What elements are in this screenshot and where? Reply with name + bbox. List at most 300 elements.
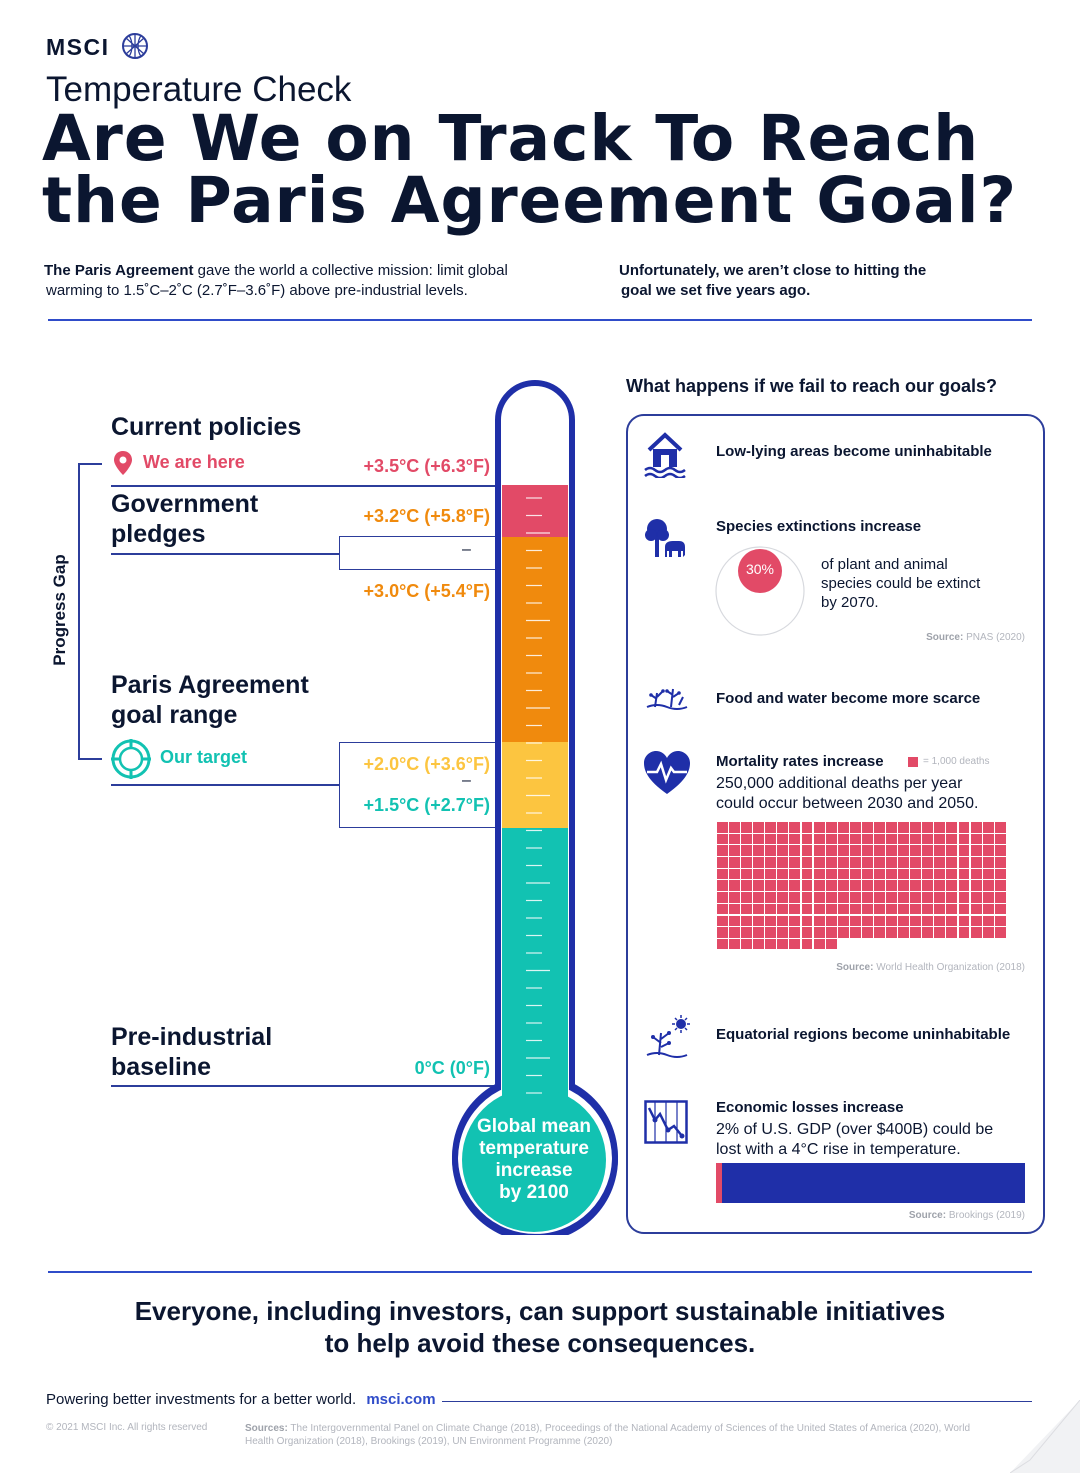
baseline-line bbox=[111, 1085, 501, 1087]
death-square bbox=[729, 892, 740, 903]
death-square bbox=[777, 822, 788, 833]
death-square bbox=[971, 904, 982, 915]
death-square bbox=[910, 857, 921, 868]
globe-icon bbox=[121, 32, 149, 60]
death-square bbox=[802, 834, 813, 845]
progress-gap-label: Progress Gap bbox=[50, 554, 69, 666]
death-square bbox=[838, 880, 849, 891]
death-square bbox=[789, 892, 800, 903]
source-text: Brookings (2019) bbox=[946, 1210, 1025, 1221]
death-square bbox=[765, 939, 776, 950]
our-target-label: Our target bbox=[160, 747, 248, 767]
death-square bbox=[910, 880, 921, 891]
death-square bbox=[995, 927, 1006, 938]
death-square bbox=[983, 904, 994, 915]
mortality-grid bbox=[717, 822, 1006, 949]
mortality-text bbox=[716, 774, 978, 814]
death-square bbox=[765, 880, 776, 891]
death-square bbox=[862, 927, 873, 938]
death-square bbox=[995, 834, 1006, 845]
death-square bbox=[995, 904, 1006, 915]
death-square bbox=[934, 904, 945, 915]
death-square bbox=[886, 822, 897, 833]
death-square bbox=[934, 857, 945, 868]
death-square bbox=[922, 822, 933, 833]
death-square bbox=[741, 857, 752, 868]
bulb-label bbox=[462, 1116, 606, 1204]
econ-line-1: 2% of U.S. GDP (over $400B) could be bbox=[716, 1121, 994, 1138]
death-square bbox=[971, 857, 982, 868]
death-square bbox=[862, 869, 873, 880]
death-square bbox=[729, 869, 740, 880]
death-square bbox=[959, 869, 970, 880]
bulb-line-4: by 2100 bbox=[499, 1182, 569, 1203]
death-square bbox=[862, 892, 873, 903]
death-square bbox=[898, 904, 909, 915]
death-square bbox=[741, 916, 752, 927]
death-square bbox=[922, 892, 933, 903]
current-policies-heading: Current policies bbox=[111, 413, 302, 441]
death-square bbox=[874, 916, 885, 927]
death-square bbox=[802, 880, 813, 891]
target-icon bbox=[110, 738, 152, 780]
gov-line-2: pledges bbox=[111, 520, 206, 548]
death-square bbox=[995, 845, 1006, 856]
death-square bbox=[729, 916, 740, 927]
death-square bbox=[874, 927, 885, 938]
intro-right-line-1: Unfortunately, we aren’t close to hitting the bbox=[619, 262, 927, 279]
sources-label: Sources: bbox=[245, 1423, 288, 1434]
death-square bbox=[814, 927, 825, 938]
death-square bbox=[922, 880, 933, 891]
item-label-5: Equatorial regions become uninhabitable bbox=[716, 1026, 1011, 1043]
death-square bbox=[946, 845, 957, 856]
bracket-bottom bbox=[78, 758, 102, 760]
footer-divider bbox=[48, 1271, 1032, 1273]
death-square bbox=[898, 857, 909, 868]
death-square bbox=[789, 869, 800, 880]
death-square bbox=[886, 904, 897, 915]
death-square bbox=[862, 880, 873, 891]
death-square bbox=[826, 857, 837, 868]
death-square bbox=[729, 822, 740, 833]
death-square bbox=[922, 904, 933, 915]
death-square bbox=[898, 869, 909, 880]
sun-plant-icon bbox=[643, 1015, 691, 1061]
death-square bbox=[729, 880, 740, 891]
death-square bbox=[838, 904, 849, 915]
death-square bbox=[717, 880, 728, 891]
death-square bbox=[898, 916, 909, 927]
death-square bbox=[789, 845, 800, 856]
death-square bbox=[862, 845, 873, 856]
death-square bbox=[765, 834, 776, 845]
death-square bbox=[934, 880, 945, 891]
death-square bbox=[789, 834, 800, 845]
death-square bbox=[922, 845, 933, 856]
page-subtitle: Temperature Check bbox=[46, 70, 352, 109]
death-square bbox=[777, 880, 788, 891]
death-square bbox=[753, 927, 764, 938]
death-square bbox=[729, 904, 740, 915]
death-square bbox=[729, 845, 740, 856]
death-square bbox=[862, 916, 873, 927]
bracket-top bbox=[78, 463, 102, 465]
death-square bbox=[789, 880, 800, 891]
death-square bbox=[838, 857, 849, 868]
death-square bbox=[886, 880, 897, 891]
death-square bbox=[862, 857, 873, 868]
death-square bbox=[946, 904, 957, 915]
death-square bbox=[983, 845, 994, 856]
death-square bbox=[983, 822, 994, 833]
death-square bbox=[765, 892, 776, 903]
source-text: World Health Organization (2018) bbox=[873, 962, 1025, 973]
consequences-heading: What happens if we fail to reach our goals? bbox=[626, 376, 998, 396]
death-square bbox=[874, 845, 885, 856]
death-square bbox=[753, 822, 764, 833]
death-square bbox=[789, 939, 800, 950]
death-square bbox=[922, 869, 933, 880]
death-square bbox=[717, 904, 728, 915]
death-square bbox=[922, 857, 933, 868]
death-square bbox=[886, 869, 897, 880]
death-square bbox=[826, 834, 837, 845]
death-square bbox=[862, 834, 873, 845]
death-square bbox=[934, 916, 945, 927]
death-square bbox=[874, 892, 885, 903]
item-label-6: Economic losses increase bbox=[716, 1099, 904, 1116]
gov-high-temp: +3.2°C (+5.8°F) bbox=[363, 506, 490, 526]
cta-line-2: to help avoid these consequences. bbox=[324, 1328, 756, 1358]
paris-heading bbox=[111, 670, 309, 730]
segment-yellow bbox=[502, 742, 568, 828]
death-square bbox=[910, 869, 921, 880]
death-square bbox=[922, 916, 933, 927]
death-square bbox=[814, 845, 825, 856]
tagline-rule bbox=[442, 1401, 1032, 1402]
death-square bbox=[946, 869, 957, 880]
paris-high-temp: +2.0°C (+3.6°F) bbox=[363, 754, 490, 774]
death-square bbox=[802, 927, 813, 938]
death-square bbox=[934, 822, 945, 833]
death-square bbox=[826, 869, 837, 880]
death-square bbox=[971, 916, 982, 927]
death-square bbox=[765, 845, 776, 856]
death-square bbox=[886, 857, 897, 868]
death-square bbox=[959, 927, 970, 938]
extinction-line-3: by 2070. bbox=[821, 594, 879, 611]
death-square bbox=[946, 927, 957, 938]
death-square bbox=[717, 892, 728, 903]
death-square bbox=[886, 916, 897, 927]
copyright: © 2021 MSCI Inc. All rights reserved bbox=[46, 1422, 208, 1433]
death-square bbox=[862, 904, 873, 915]
paris-line bbox=[111, 784, 339, 786]
paris-line-1: Paris Agreement bbox=[111, 671, 309, 699]
title-line-2: the Paris Agreement Goal? bbox=[42, 164, 1018, 237]
intro-left bbox=[44, 261, 584, 301]
death-square bbox=[814, 939, 825, 950]
bulb-line-2: temperature bbox=[479, 1138, 589, 1159]
death-square bbox=[717, 822, 728, 833]
death-square bbox=[946, 880, 957, 891]
death-square bbox=[971, 834, 982, 845]
source-text: PNAS (2020) bbox=[963, 632, 1025, 643]
death-square bbox=[777, 857, 788, 868]
death-square bbox=[777, 927, 788, 938]
item-label-4: Mortality rates increase bbox=[716, 753, 884, 770]
death-square bbox=[826, 904, 837, 915]
death-square bbox=[777, 939, 788, 950]
death-square bbox=[959, 904, 970, 915]
death-square bbox=[717, 939, 728, 950]
death-square bbox=[765, 869, 776, 880]
legend-text: = 1,000 deaths bbox=[923, 756, 990, 767]
bulb-line-3: increase bbox=[495, 1160, 573, 1181]
death-square bbox=[741, 869, 752, 880]
death-square bbox=[971, 869, 982, 880]
death-square bbox=[753, 904, 764, 915]
paris-line-2: goal range bbox=[111, 701, 238, 729]
extinction-line-1: of plant and animal bbox=[821, 556, 948, 573]
source-pnas bbox=[840, 632, 1025, 643]
death-square bbox=[971, 892, 982, 903]
extinction-line-2: species could be extinct bbox=[821, 575, 981, 592]
death-square bbox=[717, 845, 728, 856]
gdp-bar bbox=[716, 1163, 1025, 1203]
death-square bbox=[922, 834, 933, 845]
call-to-action bbox=[40, 1295, 1040, 1359]
death-square bbox=[777, 904, 788, 915]
death-square bbox=[838, 892, 849, 903]
gov-line bbox=[111, 553, 339, 555]
econ-text bbox=[716, 1120, 993, 1160]
gdp-loss-fill bbox=[716, 1163, 722, 1203]
death-square bbox=[910, 845, 921, 856]
death-square bbox=[814, 916, 825, 927]
death-square bbox=[850, 904, 861, 915]
death-square bbox=[789, 857, 800, 868]
death-square bbox=[971, 845, 982, 856]
death-square bbox=[959, 916, 970, 927]
death-square bbox=[777, 892, 788, 903]
death-square bbox=[886, 834, 897, 845]
death-square bbox=[838, 916, 849, 927]
death-square bbox=[983, 892, 994, 903]
death-square bbox=[741, 892, 752, 903]
death-square bbox=[802, 904, 813, 915]
death-square bbox=[850, 845, 861, 856]
extinction-donut bbox=[714, 545, 806, 637]
death-square bbox=[995, 822, 1006, 833]
death-square bbox=[946, 916, 957, 927]
brand-logo bbox=[46, 32, 149, 61]
paris-dash: – bbox=[462, 772, 471, 789]
page-title bbox=[42, 102, 1042, 237]
death-square bbox=[838, 927, 849, 938]
death-square bbox=[814, 880, 825, 891]
death-square bbox=[910, 834, 921, 845]
death-square bbox=[898, 927, 909, 938]
death-square bbox=[789, 927, 800, 938]
death-square bbox=[753, 869, 764, 880]
mortality-line-2: could occur between 2030 and 2050. bbox=[716, 795, 979, 812]
dry-plant-icon bbox=[643, 683, 691, 713]
title-line-1: Are We on Track To Reach bbox=[42, 102, 980, 175]
gov-low-temp: +3.0°C (+5.4°F) bbox=[363, 581, 490, 601]
death-square bbox=[826, 892, 837, 903]
death-square bbox=[874, 869, 885, 880]
death-square bbox=[765, 904, 776, 915]
death-square bbox=[874, 857, 885, 868]
econ-line-2: lost with a 4°C rise in temperature. bbox=[716, 1141, 961, 1158]
death-square bbox=[814, 834, 825, 845]
death-square bbox=[838, 869, 849, 880]
legend-square bbox=[908, 757, 918, 767]
extinction-pct: 30% bbox=[745, 561, 775, 577]
death-square bbox=[717, 834, 728, 845]
death-square bbox=[983, 869, 994, 880]
segment-red bbox=[502, 485, 568, 537]
death-square bbox=[946, 857, 957, 868]
death-square bbox=[802, 939, 813, 950]
death-square bbox=[826, 916, 837, 927]
death-square bbox=[850, 834, 861, 845]
death-square bbox=[802, 845, 813, 856]
death-square bbox=[850, 822, 861, 833]
intro-line-2: warming to 1.5˚C–2˚C (2.7˚F–3.6˚F) above pre-industrial levels. bbox=[46, 282, 468, 299]
death-square bbox=[971, 822, 982, 833]
death-square bbox=[802, 892, 813, 903]
death-square bbox=[910, 904, 921, 915]
death-square bbox=[850, 857, 861, 868]
death-square bbox=[765, 857, 776, 868]
source-label: Source: bbox=[908, 1210, 947, 1221]
sources-footnote bbox=[245, 1422, 1035, 1448]
death-square bbox=[814, 857, 825, 868]
death-square bbox=[886, 892, 897, 903]
death-square bbox=[995, 892, 1006, 903]
death-square bbox=[959, 880, 970, 891]
tagline: Powering better investments for a better world. bbox=[46, 1391, 357, 1408]
death-square bbox=[886, 845, 897, 856]
death-square bbox=[995, 857, 1006, 868]
page-curl bbox=[1010, 1400, 1080, 1473]
death-square bbox=[995, 916, 1006, 927]
death-square bbox=[898, 845, 909, 856]
death-square bbox=[753, 916, 764, 927]
cta-line-1: Everyone, including investors, can support sustainable initiatives bbox=[134, 1296, 946, 1326]
death-square bbox=[886, 927, 897, 938]
death-square bbox=[946, 822, 957, 833]
gov-pledges-heading bbox=[111, 489, 258, 549]
death-square bbox=[959, 834, 970, 845]
death-square bbox=[850, 880, 861, 891]
death-square bbox=[850, 869, 861, 880]
death-square bbox=[898, 834, 909, 845]
death-square bbox=[814, 892, 825, 903]
death-square bbox=[741, 845, 752, 856]
mortality-line-1: 250,000 additional deaths per year bbox=[716, 775, 963, 792]
death-square bbox=[838, 834, 849, 845]
current-temp: +3.5°C (+6.3°F) bbox=[363, 456, 490, 476]
death-square bbox=[934, 834, 945, 845]
item-label-2: Species extinctions increase bbox=[716, 518, 922, 535]
death-square bbox=[850, 916, 861, 927]
death-square bbox=[741, 904, 752, 915]
death-square bbox=[789, 904, 800, 915]
death-square bbox=[753, 834, 764, 845]
death-square bbox=[802, 916, 813, 927]
death-square bbox=[910, 892, 921, 903]
death-square bbox=[946, 834, 957, 845]
death-square bbox=[946, 892, 957, 903]
death-square bbox=[741, 927, 752, 938]
intro-bold: The Paris Agreement bbox=[44, 262, 194, 279]
death-square bbox=[777, 845, 788, 856]
death-square bbox=[729, 857, 740, 868]
location-pin-icon bbox=[111, 450, 135, 476]
paris-low-temp: +1.5°C (+2.7°F) bbox=[363, 795, 490, 815]
death-square bbox=[741, 834, 752, 845]
death-square bbox=[753, 857, 764, 868]
death-square bbox=[983, 927, 994, 938]
sources-line-2: Health Organization (2018), Brookings (2019), UN Environment Programme (2020) bbox=[245, 1436, 613, 1447]
death-square bbox=[850, 892, 861, 903]
death-square bbox=[959, 857, 970, 868]
death-square bbox=[814, 869, 825, 880]
source-label: Source: bbox=[836, 962, 874, 973]
heart-pulse-icon bbox=[643, 750, 691, 796]
death-square bbox=[874, 904, 885, 915]
death-square bbox=[971, 927, 982, 938]
death-square bbox=[814, 904, 825, 915]
progress-gap-bracket bbox=[78, 463, 80, 759]
death-square bbox=[765, 916, 776, 927]
death-square bbox=[874, 880, 885, 891]
death-square bbox=[789, 822, 800, 833]
gov-dash: – bbox=[462, 541, 471, 558]
death-square bbox=[959, 845, 970, 856]
death-square bbox=[741, 880, 752, 891]
death-square bbox=[826, 939, 837, 950]
death-square bbox=[910, 822, 921, 833]
death-square bbox=[959, 822, 970, 833]
death-square bbox=[789, 916, 800, 927]
death-square bbox=[814, 822, 825, 833]
death-square bbox=[765, 927, 776, 938]
msci-link[interactable]: msci.com bbox=[366, 1391, 436, 1408]
death-square bbox=[826, 845, 837, 856]
death-square bbox=[838, 845, 849, 856]
death-square bbox=[898, 822, 909, 833]
death-square bbox=[741, 939, 752, 950]
death-square bbox=[753, 892, 764, 903]
source-label: Source: bbox=[926, 632, 964, 643]
source-brookings bbox=[840, 1210, 1025, 1221]
intro-right-line-2: goal we set five years ago. bbox=[621, 282, 811, 299]
death-square bbox=[983, 857, 994, 868]
intro-right bbox=[619, 261, 1019, 301]
death-square bbox=[850, 927, 861, 938]
death-square bbox=[934, 845, 945, 856]
flooded-house-icon bbox=[643, 430, 687, 478]
death-square bbox=[922, 927, 933, 938]
extinction-text bbox=[821, 555, 980, 612]
death-square bbox=[717, 916, 728, 927]
death-square bbox=[910, 927, 921, 938]
